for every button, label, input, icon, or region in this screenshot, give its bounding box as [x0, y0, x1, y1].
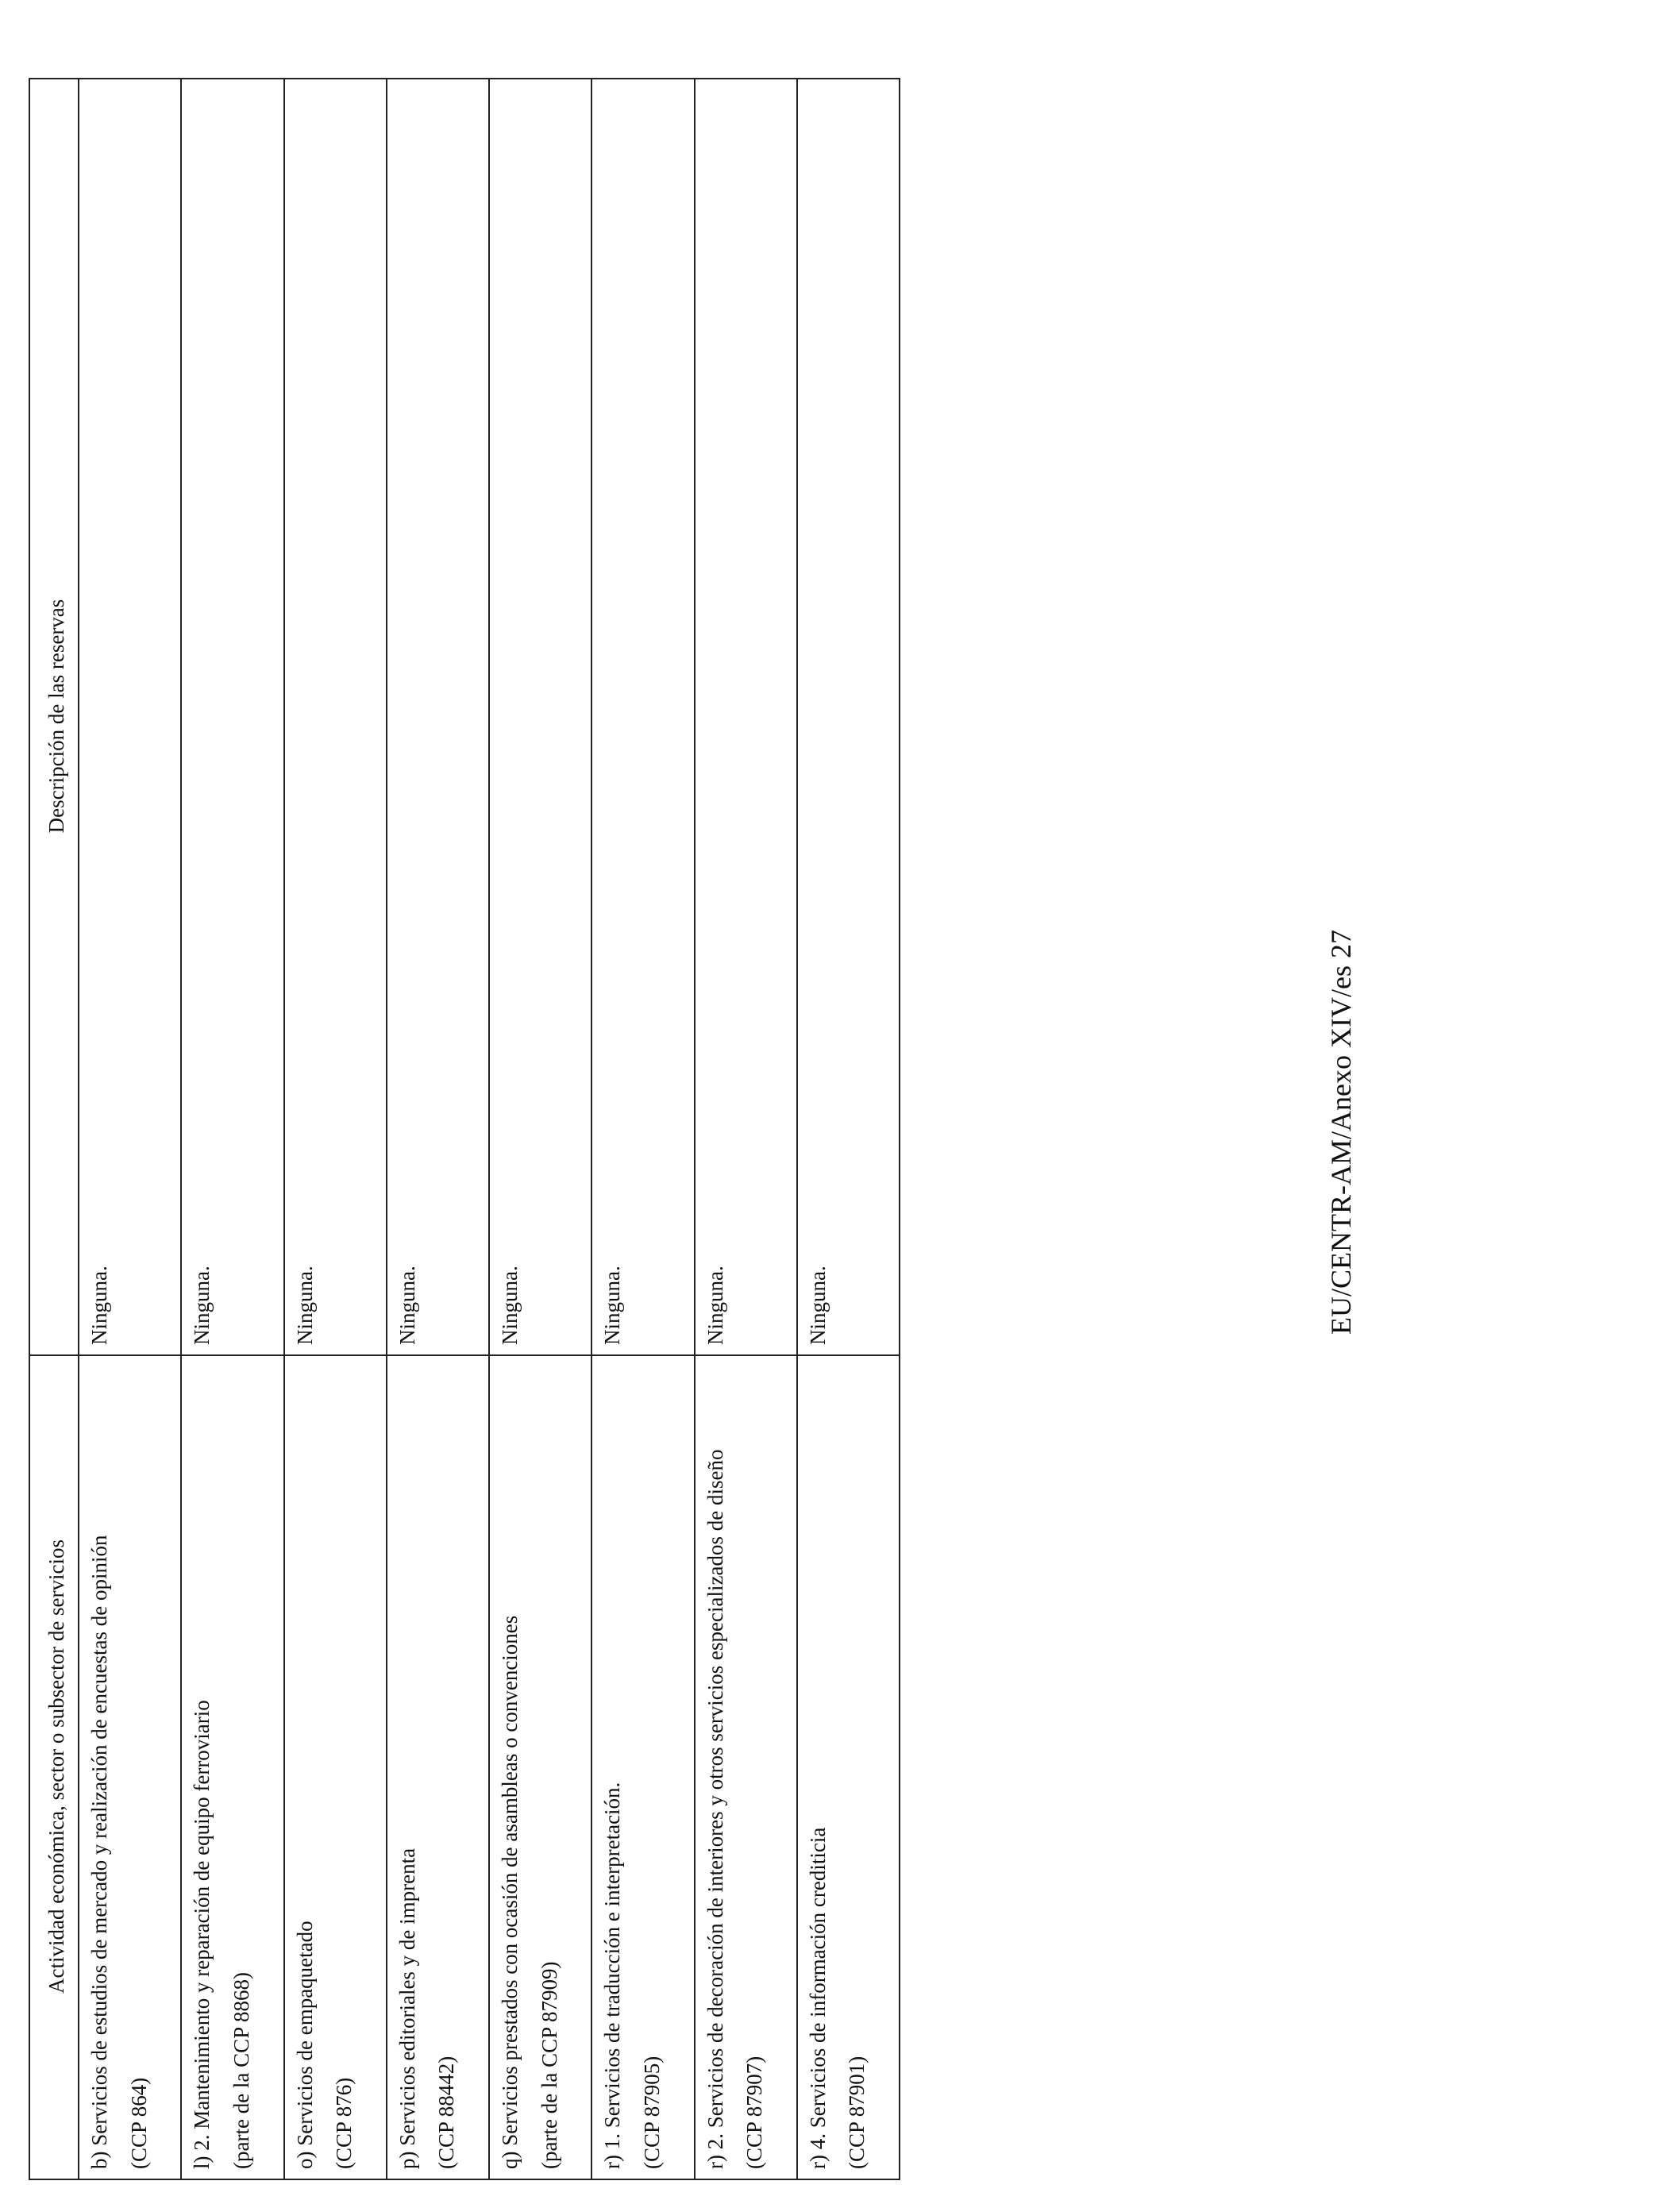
- reserva-cell: Ninguna.: [695, 79, 797, 1355]
- sector-name: p) Servicios editoriales y de imprenta: [395, 1848, 419, 2169]
- sector-cell: [284, 1355, 387, 2179]
- reserva-cell: Ninguna.: [489, 79, 591, 1355]
- sector-code: (parte de la CCP 8868): [229, 1972, 253, 2169]
- sector-cell: [79, 1355, 181, 2179]
- sector-code: (parte de la CCP 87909): [537, 1961, 561, 2169]
- sector-name: q) Servicios prestados con ocasión de asambleas o convenciones: [498, 1615, 522, 2169]
- reserva-cell: Ninguna.: [797, 79, 900, 1355]
- sector-cell: [181, 1355, 283, 2179]
- sector-code: (CCP 88442): [434, 2056, 459, 2169]
- table-row: [489, 79, 591, 2179]
- table-row: [591, 79, 694, 2179]
- sector-cell: [489, 1355, 591, 2179]
- reserva-cell: Ninguna.: [284, 79, 387, 1355]
- sector-code: (CCP 87905): [639, 2056, 664, 2169]
- reserva-cell: Ninguna.: [387, 79, 489, 1355]
- table-row: [695, 79, 797, 2179]
- rotated-page: [0, 60, 1680, 2204]
- table-row: [181, 79, 283, 2179]
- reserva-cell: Ninguna.: [181, 79, 283, 1355]
- sector-code: (CCP 87907): [742, 2056, 767, 2169]
- sector-name: l) 2. Mantenimiento y reparación de equipo ferroviario: [190, 1700, 214, 2169]
- reserva-cell: Ninguna.: [591, 79, 694, 1355]
- sector-cell: [797, 1355, 900, 2179]
- sector-name: r) 2. Servicios de decoración de interiores y otros servicios especializados de diseño: [703, 1449, 727, 2169]
- header-reservas: Descripción de las reservas: [29, 79, 79, 1355]
- reservations-table: [29, 78, 900, 2180]
- table-row: [284, 79, 387, 2179]
- sector-cell: [695, 1355, 797, 2179]
- sector-name: r) 4. Servicios de información crediticia: [805, 1827, 830, 2169]
- sector-code: (CCP 864): [126, 2077, 151, 2169]
- header-sector: Actividad económica, sector o subsector de servicios: [29, 1355, 79, 2179]
- sector-cell: [591, 1355, 694, 2179]
- reserva-cell: Ninguna.: [79, 79, 181, 1355]
- sector-name: r) 1. Servicios de traducción e interpretación.: [600, 1782, 625, 2169]
- sector-name: b) Servicios de estudios de mercado y realización de encuestas de opinión: [87, 1535, 111, 2169]
- sector-cell: [387, 1355, 489, 2179]
- document-reference: EU/CENTR-AM/Anexo XIV/es 27: [1325, 930, 1357, 1335]
- table-row: [797, 79, 900, 2179]
- sector-name: o) Servicios de empaquetado: [292, 1921, 317, 2169]
- sector-code: (CCP 876): [332, 2077, 356, 2169]
- table-row: [387, 79, 489, 2179]
- sector-code: (CCP 87901): [845, 2056, 869, 2169]
- table-header-row: [29, 79, 79, 2179]
- table-row: [79, 79, 181, 2179]
